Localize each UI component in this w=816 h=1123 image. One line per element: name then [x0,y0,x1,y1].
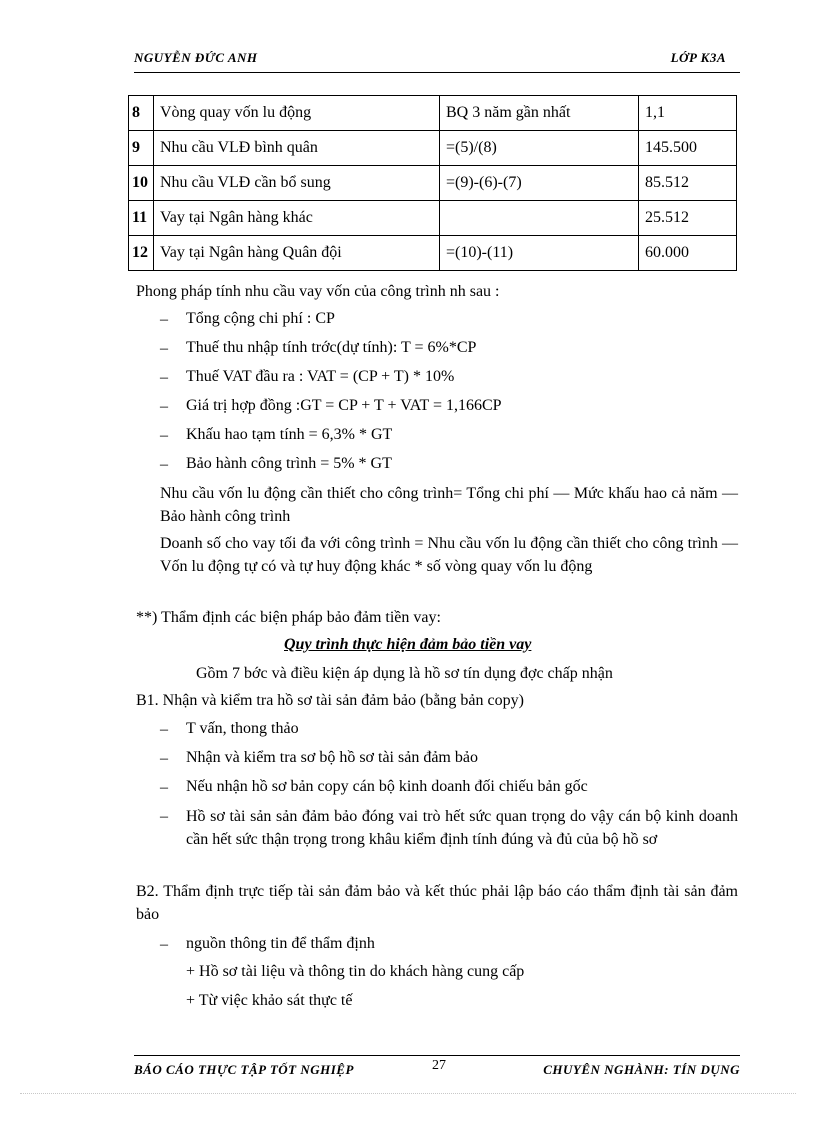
row-item: Nhu cầu VLĐ cần bổ sung [154,166,440,201]
table-row [129,131,737,166]
method-item: Giá trị hợp đồng :GT = CP + T + VAT = 1,166CP [186,397,502,414]
row-value: 1,1 [639,96,737,131]
method-item: Thuế VAT đầu ra : VAT = (CP + T) * 10% [186,368,455,385]
row-number: 12 [129,236,154,271]
step-b2-heading: B2. Thẩm định trực tiếp tài sản đảm bảo và kết thúc phải lập báo cáo thẩm định tài sản đảm bảo [136,883,738,923]
footer-major: CHUYÊN NGHÀNH: TÍN DỤNG [543,1062,740,1077]
dash-marker: – [160,311,168,328]
table-row [129,236,737,271]
appraisal-heading: **) Thẩm định các biện pháp bảo đảm tiền vay: [136,609,441,626]
page-bottom-edge [20,1093,796,1094]
b1-item: Nếu nhận hồ sơ bản copy cán bộ kinh doanh đối chiếu bản gốc [186,778,588,795]
dash-marker: – [160,398,168,415]
header-class: LỚP K3A [670,50,726,65]
step-b1-heading: B1. Nhận và kiểm tra hồ sơ tài sản đảm bảo (bằng bản copy) [136,692,524,709]
row-item: Vòng quay vốn lu động [154,96,440,131]
dash-marker: – [160,808,168,825]
row-formula: BQ 3 năm gần nhất [440,96,639,131]
method-item: Tổng cộng chi phí : CP [186,310,335,327]
row-formula: =(10)-(11) [440,236,639,271]
method-item: Thuế thu nhập tính trớc(dự tính): T = 6%*CP [186,339,477,356]
row-item: Nhu cầu VLĐ bình quân [154,131,440,166]
table-row [129,166,737,201]
header-author: NGUYỄN ĐỨC ANH [134,50,258,65]
row-number: 10 [129,166,154,201]
row-formula: =(5)/(8) [440,131,639,166]
b1-item: Nhận và kiểm tra sơ bộ hồ sơ tài sản đảm bảo [186,749,478,766]
dash-marker: – [160,936,168,953]
dash-marker: – [160,427,168,444]
method-item: Bảo hành công trình = 5% * GT [186,455,392,472]
row-formula: =(9)-(6)-(7) [440,166,639,201]
steps-intro: Gồm 7 bớc và điều kiện áp dụng là hồ sơ tín dụng đợc chấp nhận [196,665,613,682]
dash-marker: – [160,369,168,386]
b2-subitem: + Từ việc khảo sát thực tế [186,992,353,1009]
max-loan-paragraph: Doanh số cho vay tối đa với công trình = Nhu cầu vốn lu động cần thiết cho công trình — Vốn lu động tự có và tự huy động khác * số vòng quay vốn lu động [160,535,738,575]
dash-marker: – [160,750,168,767]
row-item: Vay tại Ngân hàng khác [154,201,440,236]
row-value: 145.500 [639,131,737,166]
dash-marker: – [160,340,168,357]
header-divider [134,72,740,73]
table-row [129,201,737,236]
page-number: 27 [432,1058,446,1073]
method-item: Khấu hao tạm tính = 6,3% * GT [186,426,393,443]
loan-table [128,95,737,271]
method-intro: Phong pháp tính nhu cầu vay vốn của công trình nh sau : [136,283,500,300]
footer-report-title: BÁO CÁO THỰC TẬP TỐT NGHIỆP [134,1062,354,1077]
dash-marker: – [160,779,168,796]
row-item: Vay tại Ngân hàng Quân đội [154,236,440,271]
row-number: 9 [129,131,154,166]
row-value: 85.512 [639,166,737,201]
b1-item: T vấn, thong thảo [186,720,299,737]
row-value: 60.000 [639,236,737,271]
row-number: 11 [129,201,154,236]
b2-item: nguồn thông tin để thẩm định [186,935,375,952]
table-row [129,96,737,131]
b1-item: Hồ sơ tài sản sản đảm bảo đóng vai trò hết sức quan trọng do vậy cán bộ kinh doanh cần hết sức thận trọng trong khâu kiểm định tính đúng và đủ của bộ hồ sơ [186,808,738,848]
capital-need-paragraph: Nhu cầu vốn lu động cần thiết cho công trình= Tổng chi phí — Mức khấu hao cả năm — Bảo hành công trình [160,485,738,525]
dash-marker: – [160,456,168,473]
dash-marker: – [160,721,168,738]
footer-divider [134,1055,740,1056]
b2-subitem: + Hồ sơ tài liệu và thông tin do khách hàng cung cấp [186,963,525,980]
row-number: 8 [129,96,154,131]
section-title: Quy trình thực hiện đảm bảo tiền vay [284,636,532,653]
row-formula [440,201,639,236]
row-value: 25.512 [639,201,737,236]
